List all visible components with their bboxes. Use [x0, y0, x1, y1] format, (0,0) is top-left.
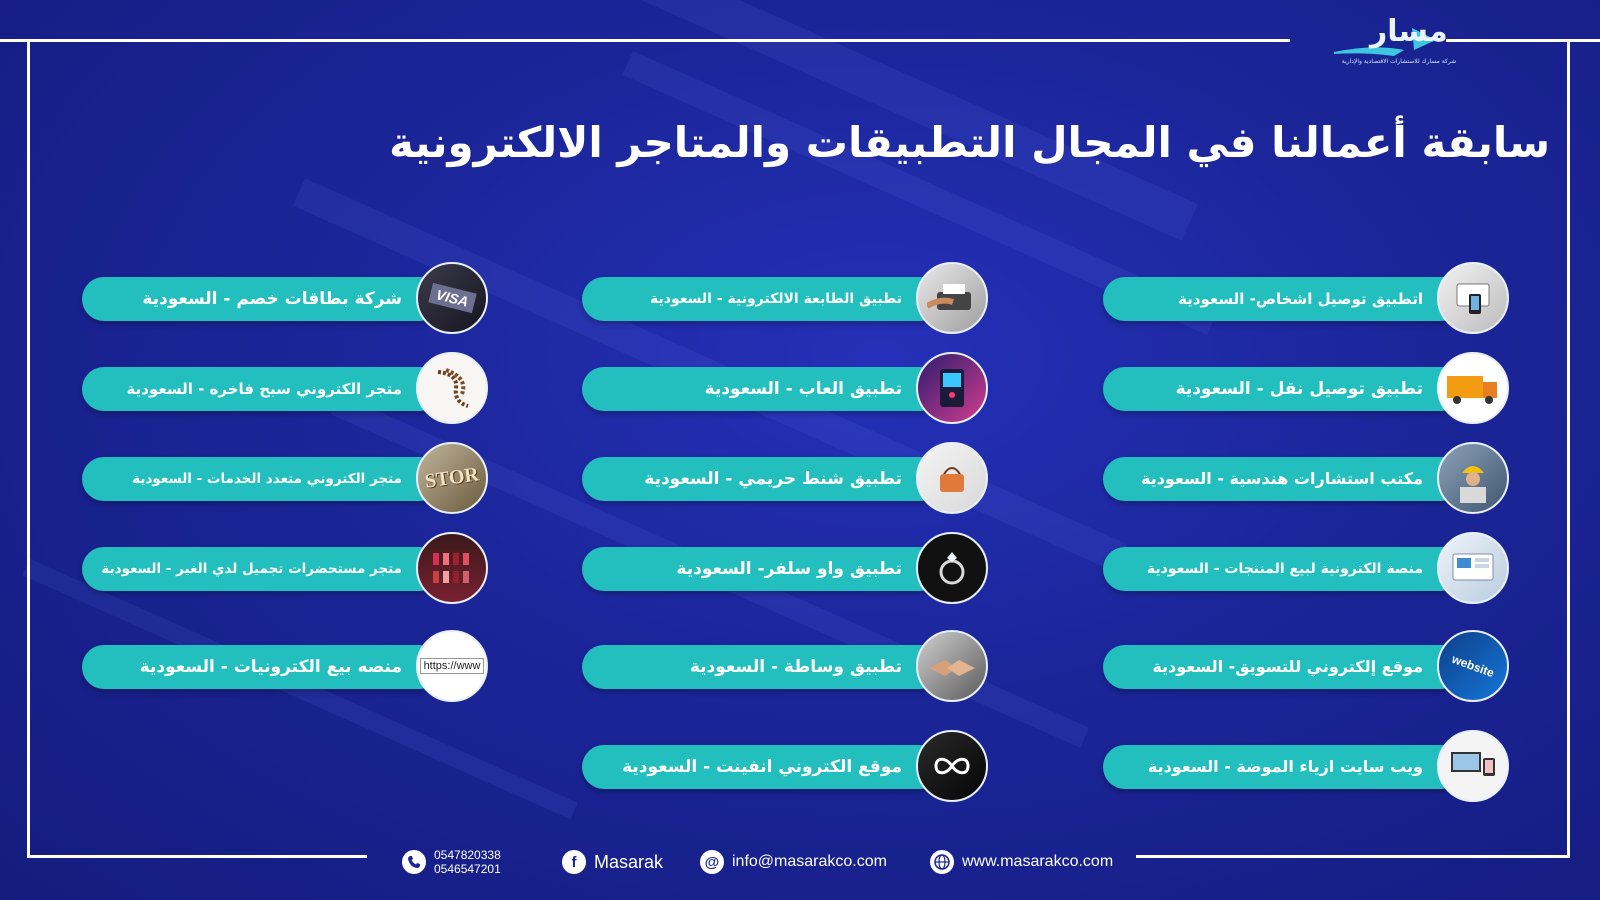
- item-label: تطبيق واو سلفر- السعودية: [676, 559, 902, 579]
- list-item: [582, 628, 988, 704]
- frame-top-right-line: [1446, 39, 1600, 42]
- footer-phone[interactable]: [402, 842, 501, 882]
- phone-number-2: 0546547201: [434, 862, 501, 876]
- list-item: [82, 440, 488, 516]
- handshake-photo-icon: [916, 630, 988, 702]
- globe-icon: [930, 850, 954, 874]
- item-label: ويب سايت ازياء الموضة - السعودية: [1147, 757, 1423, 776]
- infinity-photo-icon: [916, 730, 988, 802]
- list-item: [582, 440, 988, 516]
- list-item: [82, 530, 488, 606]
- item-label: تطبيق توصيل نقل - السعودية: [1175, 379, 1423, 399]
- delivery-truck-photo-icon: [1437, 352, 1509, 424]
- url-text: https://www: [420, 658, 485, 674]
- phone-number-1: 0547820338: [434, 848, 501, 862]
- devices-photo-icon: [1437, 730, 1509, 802]
- email-address: info@masarakco.com: [732, 853, 887, 870]
- cosmetics-shelf-photo-icon: [416, 532, 488, 604]
- item-label: متجر مستحضرات تجميل لدي الغير - السعودية: [101, 561, 402, 577]
- list-item: [1103, 260, 1509, 336]
- list-item: [1103, 350, 1509, 426]
- visa-text: VISA: [428, 283, 476, 313]
- list-item: [82, 260, 488, 336]
- item-label: منصة الكترونية لبيع المنتجات - السعودية: [1146, 561, 1423, 577]
- list-item: [582, 728, 988, 804]
- website-url: www.masarakco.com: [962, 853, 1114, 870]
- visa-cards-photo-icon: [416, 262, 488, 334]
- facebook-icon: f: [562, 850, 586, 874]
- list-item: [82, 350, 488, 426]
- email-icon: @: [700, 850, 724, 874]
- footer-website[interactable]: [930, 842, 1113, 882]
- item-label: متجر الكتروني متعدد الخدمات - السعودية: [132, 471, 402, 487]
- brand-logo: [1334, 14, 1464, 68]
- prayer-beads-photo-icon: [416, 352, 488, 424]
- frame-top-left-line: [0, 39, 1290, 42]
- engineer-photo-icon: [1437, 442, 1509, 514]
- ecommerce-screen-photo-icon: [1437, 532, 1509, 604]
- store-sign-photo-icon: [416, 442, 488, 514]
- item-label: موقع إلكتروني للتسويق- السعودية: [1152, 657, 1423, 676]
- frame-left-line: [27, 39, 30, 857]
- item-label: متجر الكتروني سبح فاخره - السعودية: [126, 380, 402, 398]
- footer-contact-bar: [0, 842, 1600, 882]
- arcade-photo-icon: [916, 352, 988, 424]
- item-label: موقع الكتروني انفينت - السعودية: [622, 757, 902, 777]
- store-sign-text: STOR: [423, 462, 481, 493]
- website-key-photo-icon: [1437, 630, 1509, 702]
- list-item: [582, 350, 988, 426]
- list-item: [1103, 530, 1509, 606]
- item-label: مكتب استشارات هندسية - السعودية: [1140, 469, 1423, 488]
- printer-photo-icon: [916, 262, 988, 334]
- list-item: [1103, 728, 1509, 804]
- website-key-text: website: [1449, 651, 1497, 681]
- item-label: شركة بطاقات خصم - السعودية: [142, 289, 402, 309]
- item-label: تطبيق شنط حريمي - السعودية: [644, 469, 902, 489]
- logo-text: مسار: [1370, 14, 1448, 49]
- phone-app-photo-icon: [1437, 262, 1509, 334]
- item-label: منصه بيع الكترونيات - السعودية: [139, 657, 402, 677]
- handbag-photo-icon: [916, 442, 988, 514]
- browser-url-photo-icon: [416, 630, 488, 702]
- item-label: تطبيق وساطة - السعودية: [689, 657, 902, 677]
- phone-icon: [402, 850, 426, 874]
- list-item: [1103, 440, 1509, 516]
- ring-photo-icon: [916, 532, 988, 604]
- list-item: [582, 260, 988, 336]
- facebook-handle: Masarak: [594, 851, 664, 872]
- frame-right-line: [1567, 39, 1570, 857]
- item-label: اتطبيق توصيل اشخاص- السعودية: [1178, 290, 1423, 308]
- item-label: تطبيق الطابعة الالكترونية - السعودية: [650, 291, 902, 307]
- page-title: سابقة أعمالنا في المجال التطبيقات والمتاجر الالكترونية: [389, 118, 1550, 167]
- list-item: [1103, 628, 1509, 704]
- footer-facebook[interactable]: [562, 842, 663, 882]
- logo-tagline: شركة مسارك للاستشارات الاقتصادية والإدارية: [1341, 58, 1457, 65]
- footer-email[interactable]: [700, 842, 887, 882]
- list-item: [582, 530, 988, 606]
- list-item: [82, 628, 488, 704]
- item-label: تطبيق العاب - السعودية: [704, 379, 902, 399]
